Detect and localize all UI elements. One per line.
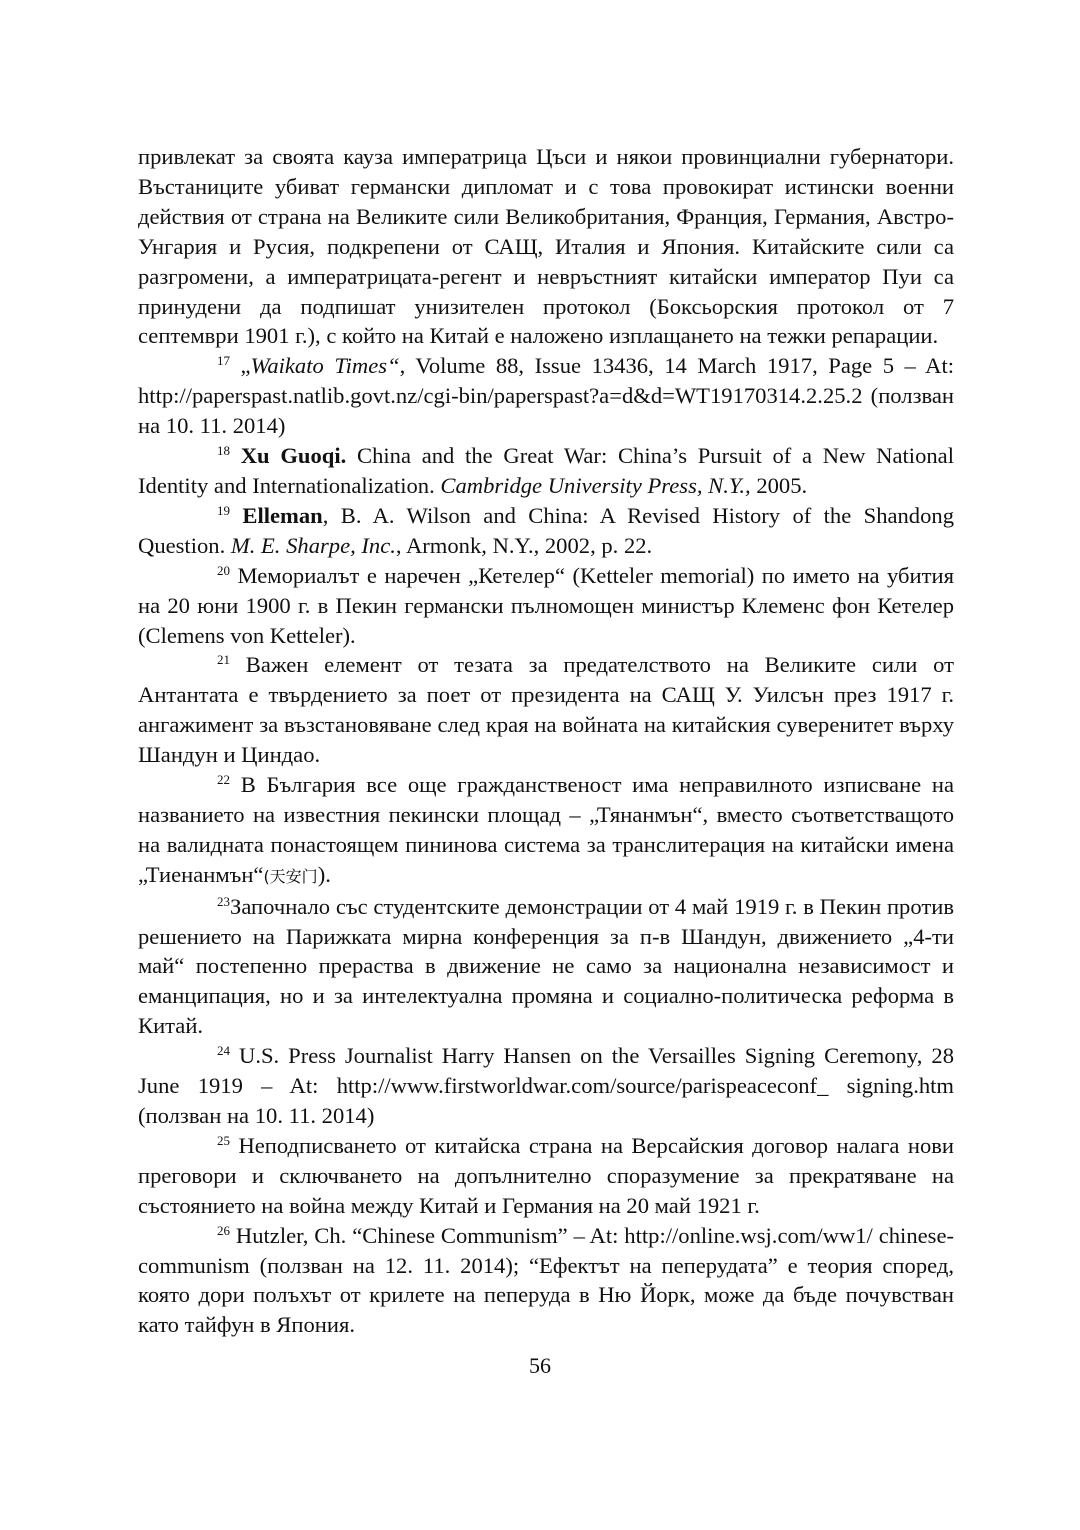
footnote-19: $^{19}$ Elleman, B. A. Wilson and China: A Revised History of the Shandong Question. M. E. Sharpe, Inc., Armonk, N.Y., 2002, p. 22. <box>138 502 954 558</box>
footnote-number: 25 <box>217 1132 230 1148</box>
footnote-24: $^{24}$ U.S. Press Journalist Harry Hansen on the Versailles Signing Ceremony, 28 June 1919 – At: http://www.firstworldwar.com/source/parispeaceconf_ signing.htm (ползван на 10. 11. 2014) <box>138 1043 954 1128</box>
footnote-number: 17 <box>217 353 230 369</box>
footnote-17: $^{17}$ „Waikato Times“, Volume 88, Issue 13436, 14 March 1917, Page 5 – At: http://paperspast.natlib.govt.nz/cgi-bin/paperspast?a=d&d=WT19170314.2.25.2 (ползван на 10. 11. 2014) <box>138 353 955 439</box>
chinese-characters: (天安门 <box>263 866 318 886</box>
footnote-number: 19 <box>217 502 230 518</box>
page-number: 56 <box>529 1353 551 1378</box>
footnote-number: 18 <box>217 443 230 459</box>
footnote-number: 22 <box>217 772 230 788</box>
footnote-20: $^{20}$ Мемориалът е наречен „Кетелер“ (Ketteler memorial) по името на убития на 20 юни 1900 г. в Пекин германски пълномощен министър Клеменс фон Кетелер (Clemens von Ketteler). <box>138 562 954 648</box>
footnote-26: $^{26}$ Hutzler, Ch. “Chinese Communism” – At: http://online.wsj.com/ww1/ chinese-communism (ползван на 12. 11. 2014); “Ефектът на пеперудата” е теория според, която дори полъхът от крилете на пеперуда в Ню Йорк, може да бъде почувстван като тайфун в Япония. <box>138 1222 955 1338</box>
body-text <box>138 142 954 1340</box>
publisher: M. E. Sharpe, Inc. <box>230 532 396 558</box>
publisher: Cambridge University Press, N.Y., <box>440 472 751 498</box>
source-title: Waikato Times“ <box>250 353 400 379</box>
footnote-18: $^{18}$ Xu Guoqi. China and the Great War: China’s Pursuit of a New National Identity and Internationalization. Cambridge University Press, N.Y., 2005. <box>138 443 954 498</box>
author-name: Xu Guoqi. <box>240 443 347 469</box>
intro-paragraph: привлекат за своята кауза императрица Цъси и някои провинциални губернатори. Въстаниците убиват германски дипломат и с това провокират истински военни действия от страна на Великите сили Великобритания, Франция, Германия, Австро-Унгария и Русия, подкрепени от САЩ, Италия и Япония. Китайските сили са разгромени, а императрицата-регент и невръстният китайски император Пуи са принудени да подпишат унизителен протокол (Боксьорския протокол от 7 септември 1901 г.), с който на Китай е наложено изплащането на тежки репарации. <box>138 144 954 349</box>
footnote-number: 26 <box>217 1222 230 1238</box>
footnote-23: $^{23}$Започнало със студентските демонстрации от 4 май 1919 г. в Пекин против решението на Парижката мирна конференция за п-в Шандун, движението „4-ти май“ постепенно прераства в движение не само за национална независимост и еманципация, но и за интелектуална промяна и социално-политическа реформа в Китай. <box>138 893 954 1039</box>
footnote-number: 20 <box>217 562 230 578</box>
author-name: Elleman <box>242 502 323 528</box>
footnote-number: 24 <box>217 1043 230 1059</box>
footnote-22: $^{22}$ В България все още гражданственост има неправилното изписване на названието на известния пекински площад – „Тянанмън“, вместо съответстващото на валидната понастоящем пининова система за транслитерация на китайски имена „Тиенанмън“(天安门). <box>138 772 954 887</box>
footnote-number: 23 <box>217 893 230 909</box>
footnote-number: 21 <box>217 652 230 668</box>
footnote-21: $^{21}$ Важен елемент от тезата за предателството на Великите сили от Антантата е твърдението за поет от президента на САЩ У. Уилсън през 1917 г. ангажимент за възстановяване след края на войната на китайския суверенитет върху Шандун и Циндао. <box>138 652 954 768</box>
footnote-25: $^{25}$ Неподписването от китайска страна на Версайския договор налага нови преговори и сключването на допълнително споразумение за прекратяване на състоянието на война между Китай и Германия на 20 май 1921 г. <box>138 1132 954 1218</box>
